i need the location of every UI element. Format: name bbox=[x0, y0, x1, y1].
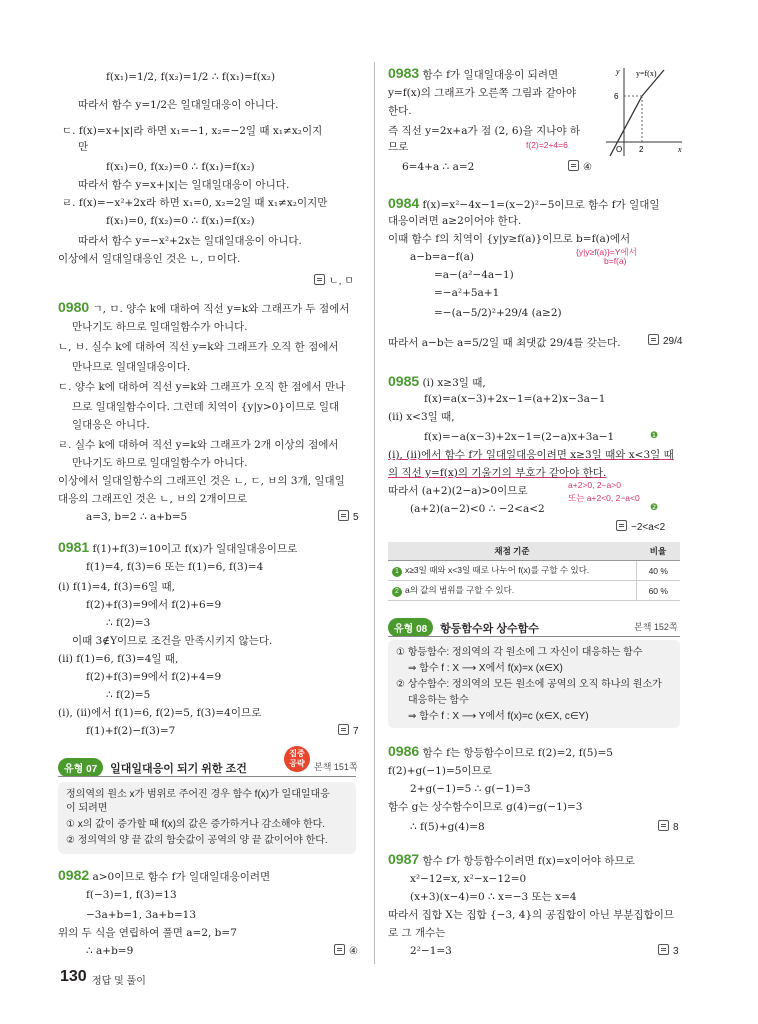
y-label: y bbox=[616, 67, 620, 76]
type-tag: 유형 07 bbox=[58, 758, 103, 777]
answer-value: ㄴ, ㅁ bbox=[329, 276, 354, 287]
box-line: 이 되려면 bbox=[66, 803, 108, 814]
text-line: f(x)=a(x−3)+2x−1=(a+2)x−3a−1 bbox=[424, 393, 606, 405]
text-line: x²−12=x, x²−x−12=0 bbox=[410, 873, 527, 885]
problem-number: 0981 bbox=[58, 539, 90, 555]
answer-icon bbox=[314, 274, 325, 285]
box-line: ② 정의역의 양 끝 값의 함숫값이 공역의 양 끝 값이어야 한다. bbox=[66, 835, 328, 846]
step-mark-2 bbox=[650, 502, 658, 513]
reference-page: 본책 151쪽 bbox=[314, 762, 358, 772]
problem-0981 bbox=[58, 540, 297, 556]
type-underline bbox=[388, 636, 680, 637]
answer-mark bbox=[648, 334, 682, 347]
text-line: 므로 일대일함수이다. 그런데 치역이 {y|y>0}이므로 일대 bbox=[72, 401, 340, 413]
text-line: 이때 함수 f의 치역이 {y|y≥f(a)}이므로 b=f(a)에서 bbox=[388, 233, 631, 245]
text-line: (x+3)(x−4)=0 ∴ x=−3 또는 x=4 bbox=[410, 891, 577, 903]
text-line: ∴ a+b=9 bbox=[86, 945, 134, 957]
text-line: 즉 직선 y=2x+a가 점 (2, 6)을 지나야 하 bbox=[388, 125, 581, 137]
function-label: y=f(x) bbox=[636, 69, 657, 78]
side-note: 또는 a+2<0, 2−a<0 bbox=[568, 493, 640, 503]
text-line: 므로 bbox=[388, 141, 409, 153]
answer-icon bbox=[568, 160, 579, 171]
text-line: (i) f(1)=4, f(3)=6일 때, bbox=[58, 581, 176, 593]
answer-mark bbox=[616, 520, 665, 533]
text-line: a−b=a−f(a) bbox=[410, 251, 474, 263]
text-line: 2+g(−1)=5 ∴ g(−1)=3 bbox=[410, 783, 531, 795]
text-line: −3a+b=1, 3a+b=13 bbox=[86, 909, 197, 921]
text-line: 따라서 a−b는 a=5/2일 때 최댓값 29/4를 갖는다. bbox=[388, 337, 621, 349]
text-line: ∴ f(2)=3 bbox=[106, 617, 151, 629]
line-lower bbox=[610, 96, 642, 156]
text-line: f(2)+g(−1)=5이므로 bbox=[388, 765, 492, 777]
text-line: 2²−1=3 bbox=[410, 945, 452, 957]
answer-icon bbox=[658, 944, 669, 955]
origin-label: O bbox=[616, 145, 623, 154]
column-divider bbox=[374, 62, 375, 964]
step-mark-value: ❷ bbox=[650, 502, 659, 512]
badge-line: 공략 bbox=[289, 759, 305, 768]
text-line: f(x₁)=1/2, f(x₂)=1/2 ∴ f(x₁)=f(x₂) bbox=[106, 71, 276, 83]
answer-icon bbox=[658, 820, 669, 831]
text-line: f(1)=4, f(3)=6 또는 f(1)=6, f(3)=4 bbox=[86, 561, 264, 573]
reference-page: 본책 152쪽 bbox=[634, 622, 678, 632]
table-row bbox=[388, 561, 680, 581]
text-line: 만나기도 하므로 일대일함수가 아니다. bbox=[72, 457, 248, 469]
text-line: 로 그 개수는 bbox=[388, 927, 446, 939]
problem-number: 0980 bbox=[58, 299, 90, 315]
text-line: (ii) f(1)=6, f(3)=4일 때, bbox=[58, 653, 179, 665]
text-line: 따라서 함수 y=x+|x|는 일대일대응이 아니다. bbox=[78, 179, 290, 191]
problem-number: 0987 bbox=[388, 851, 420, 867]
text-line: ㄷ. f(x)=x+|x|라 하면 x₁=−1, x₂=−2일 때 x₁≠x₂이지 bbox=[62, 125, 323, 137]
answer-value: 7 bbox=[353, 726, 359, 737]
x-label: x bbox=[678, 145, 682, 154]
table-row bbox=[388, 581, 680, 601]
problem-number: 0986 bbox=[388, 743, 420, 759]
text-line: 대응이려면 a≥2이어야 한다. bbox=[388, 215, 522, 227]
problem-0987 bbox=[388, 852, 635, 868]
type-underline bbox=[58, 776, 356, 777]
box-line: 정의역의 원소 x가 범위로 주어진 경우 함수 f(x)가 일대일대응 bbox=[66, 789, 330, 800]
badge-line: 집중 bbox=[289, 749, 305, 758]
problem-number: 0985 bbox=[388, 373, 420, 389]
type-tag: 유형 08 bbox=[388, 618, 433, 637]
answer-mark bbox=[314, 272, 354, 287]
answer-mark bbox=[568, 160, 592, 173]
problem-0983 bbox=[388, 66, 558, 82]
text-line: =a−(a²−4a−1) bbox=[434, 269, 514, 281]
text-line: 만나므로 일대일대응이다. bbox=[72, 361, 191, 373]
table-header-row bbox=[388, 542, 680, 561]
answer-mark bbox=[334, 944, 358, 957]
page-number: 130 bbox=[60, 968, 87, 985]
problem-number: 0982 bbox=[58, 867, 90, 883]
table-cell bbox=[388, 581, 636, 601]
answer-value: 29/4 bbox=[663, 336, 683, 347]
text-line: =−(a−5/2)²+29/4 (a≥2) bbox=[434, 307, 562, 319]
text-line: a>0이므로 함수 f가 일대일대응이려면 bbox=[92, 871, 271, 883]
text-line: 따라서 함수 y=1/2은 일대일대응이 아니다. bbox=[78, 99, 279, 111]
text-line: 이때 3∉Y이므로 조건을 만족시키지 않는다. bbox=[72, 635, 273, 647]
problem-0986 bbox=[388, 744, 613, 760]
text-line: y=f(x)의 그래프가 오른쪽 그림과 같아야 bbox=[388, 87, 577, 99]
text-line: ㄹ. f(x)=−x²+2x라 하면 x₁=0, x₂=2일 때 x₁≠x₂이지만 bbox=[62, 197, 328, 209]
box-line: ① x의 값이 증가할 때 f(x)의 값은 증가하거나 감소해야 한다. bbox=[66, 819, 326, 830]
text-line: f(x)=x²−4x−1=(x−2)²−5이므로 함수 f가 일대일 bbox=[422, 199, 660, 211]
text-line: 위의 두 식을 연립하여 풀면 a=2, b=7 bbox=[58, 927, 237, 939]
text-line: ㄹ. 실수 k에 대하여 직선 y=k와 그래프가 2개 이상의 점에서 bbox=[58, 439, 339, 451]
text-line: ∴ f(2)=5 bbox=[106, 689, 151, 701]
text-line: 함수 f는 항등함수이므로 f(2)=2, f(5)=5 bbox=[422, 747, 613, 759]
text-line: ㄱ, ㅁ. 양수 k에 대하여 직선 y=k와 그래프가 두 점에서 bbox=[92, 303, 350, 315]
cell-text: x≥3일 때와 x<3일 때로 나누어 f(x)를 구할 수 있다. bbox=[405, 565, 590, 575]
text-line: 함수 f가 항등함수이려면 f(x)=x이어야 하므로 bbox=[422, 855, 635, 867]
problem-0980 bbox=[58, 300, 349, 316]
text-line: 만 bbox=[78, 141, 89, 153]
problem-number: 0983 bbox=[388, 65, 420, 81]
answer-value: −2<a<2 bbox=[631, 522, 666, 533]
text-line: =−a²+5a+1 bbox=[434, 287, 500, 299]
type-title: 항등함수와 상수함수 bbox=[440, 623, 539, 635]
grading-table bbox=[388, 542, 680, 601]
cell-text: a의 값의 범위를 구할 수 있다. bbox=[405, 585, 515, 595]
answer-icon bbox=[334, 944, 345, 955]
text-line: (i) x≥3일 때, bbox=[422, 377, 486, 389]
table-header: 비율 bbox=[636, 542, 680, 561]
table-cell: 60 % bbox=[636, 581, 680, 601]
answer-icon bbox=[338, 724, 349, 735]
text-line: (a+2)(a−2)<0 ∴ −2<a<2 bbox=[410, 503, 545, 515]
table-cell: 40 % bbox=[636, 561, 680, 581]
answer-value: 3 bbox=[673, 946, 679, 957]
text-line: f(1)+f(2)−f(3)=7 bbox=[86, 725, 176, 737]
problem-0984 bbox=[388, 196, 660, 212]
answer-icon bbox=[616, 520, 627, 531]
answer-mark bbox=[658, 820, 679, 833]
text-line: 따라서 함수 y=−x²+2x는 일대일대응이 아니다. bbox=[78, 235, 302, 247]
text-line: a=3, b=2 ∴ a+b=5 bbox=[86, 511, 188, 523]
text-line: 한다. bbox=[388, 105, 412, 117]
step-number-icon: 2 bbox=[392, 587, 402, 597]
text-line: f(x₁)=0, f(x₂)=0 ∴ f(x₁)=f(x₂) bbox=[106, 215, 255, 227]
text-line: ㄴ, ㅂ. 실수 k에 대하여 직선 y=k와 그래프가 오직 한 점에서 bbox=[58, 341, 339, 353]
side-note: b=f(a) bbox=[604, 256, 627, 266]
text-line: 대응의 그래프인 것은 ㄴ, ㅂ의 2개이므로 bbox=[58, 493, 247, 505]
text-line: 함수 f가 일대일대응이 되려면 bbox=[422, 69, 559, 81]
answer-mark bbox=[658, 944, 679, 957]
type-title: 일대일대응이 되기 위한 조건 bbox=[110, 763, 247, 775]
box-line: ⇒ 함수 f : X ⟶ X에서 f(x)=x (x∈X) bbox=[408, 663, 563, 674]
box-line: 대응하는 함수 bbox=[408, 695, 469, 706]
table-header: 채점 기준 bbox=[388, 542, 636, 561]
side-note: a+2>0, 2−a>0 bbox=[568, 480, 621, 490]
text-line: 의 직선 y=f(x)의 기울기의 부호가 같아야 한다. bbox=[388, 467, 607, 479]
side-note: f(2)=2+4=6 bbox=[526, 140, 568, 150]
box-line: ⇒ 함수 f : X ⟶ Y에서 f(x)=c (x∈X, c∈Y) bbox=[408, 711, 589, 722]
text-line: (i), (ii)에서 함수 f가 일대일대응이려면 x≥3일 때와 x<3일 때 bbox=[388, 449, 674, 461]
y-tick-label: 6 bbox=[614, 92, 619, 101]
function-graph bbox=[602, 64, 686, 160]
text-line: 이상에서 일대일함수의 그래프인 것은 ㄴ, ㄷ, ㅂ의 3개, 일대일 bbox=[58, 475, 345, 487]
footer-label: 정답 및 풀이 bbox=[92, 976, 146, 987]
text-line: f(x)=−a(x−3)+2x−1=(2−a)x+3a−1 bbox=[424, 431, 615, 443]
text-line: f(x₁)=0, f(x₂)=0 ∴ f(x₁)=f(x₂) bbox=[106, 161, 255, 173]
box-line: ② 상수함수: 정의역의 모든 원소에 공역의 오직 하나의 원소가 bbox=[396, 679, 662, 690]
text-line: 만나기도 하므로 일대일함수가 아니다. bbox=[72, 321, 248, 333]
text-line: (ii) x<3일 때, bbox=[388, 411, 455, 423]
step-mark-value: ❶ bbox=[650, 430, 659, 440]
problem-number: 0984 bbox=[388, 195, 420, 211]
box-line: ① 항등함수: 정의역의 각 원소에 그 자신이 대응하는 함수 bbox=[396, 647, 643, 658]
focus-badge bbox=[284, 746, 310, 772]
text-line: ∴ f(5)+g(4)=8 bbox=[410, 821, 485, 833]
text-line: 6=4+a ∴ a=2 bbox=[402, 161, 475, 173]
answer-mark bbox=[338, 510, 359, 523]
problem-0982 bbox=[58, 868, 270, 884]
text-line: 따라서 (a+2)(2−a)>0이므로 bbox=[388, 485, 528, 497]
text-line: 함수 g는 상수함수이므로 g(4)=g(−1)=3 bbox=[388, 801, 583, 813]
text-line: f(1)+f(3)=10이고 f(x)가 일대일대응이므로 bbox=[92, 543, 298, 555]
answer-value: ④ bbox=[583, 162, 592, 173]
side-note: {y|y≥f(a)}=Y에서 bbox=[576, 247, 637, 257]
text-line: f(−3)=1, f(3)=13 bbox=[86, 889, 177, 901]
answer-value: ④ bbox=[349, 946, 358, 957]
answer-mark bbox=[338, 724, 359, 737]
problem-0985 bbox=[388, 374, 486, 390]
text-line: 이상에서 일대일대응인 것은 ㄴ, ㅁ이다. bbox=[58, 253, 241, 265]
step-number-icon: 1 bbox=[392, 567, 402, 577]
table-cell bbox=[388, 561, 636, 581]
text-line: ㄷ. 양수 k에 대하여 직선 y=k와 그래프가 오직 한 점에서 만나 bbox=[58, 381, 346, 393]
x-tick-label: 2 bbox=[639, 145, 644, 154]
type-07-header bbox=[58, 758, 247, 777]
answer-icon bbox=[338, 510, 349, 521]
answer-icon bbox=[648, 334, 659, 345]
answer-value: 5 bbox=[353, 512, 359, 523]
text-line: f(2)+f(3)=9에서 f(2)+4=9 bbox=[86, 671, 222, 683]
text-line: f(2)+f(3)=9에서 f(2)+6=9 bbox=[86, 599, 222, 611]
step-mark-1 bbox=[650, 430, 658, 441]
answer-value: 8 bbox=[673, 822, 679, 833]
text-line: 따라서 집합 X는 집합 {−3, 4}의 공집합이 아닌 부분집합이므 bbox=[388, 909, 675, 921]
type-08-header bbox=[388, 618, 539, 637]
text-line: (i), (ii)에서 f(1)=6, f(2)=5, f(3)=4이므로 bbox=[58, 707, 262, 719]
text-line: 일대응은 아니다. bbox=[72, 419, 150, 431]
